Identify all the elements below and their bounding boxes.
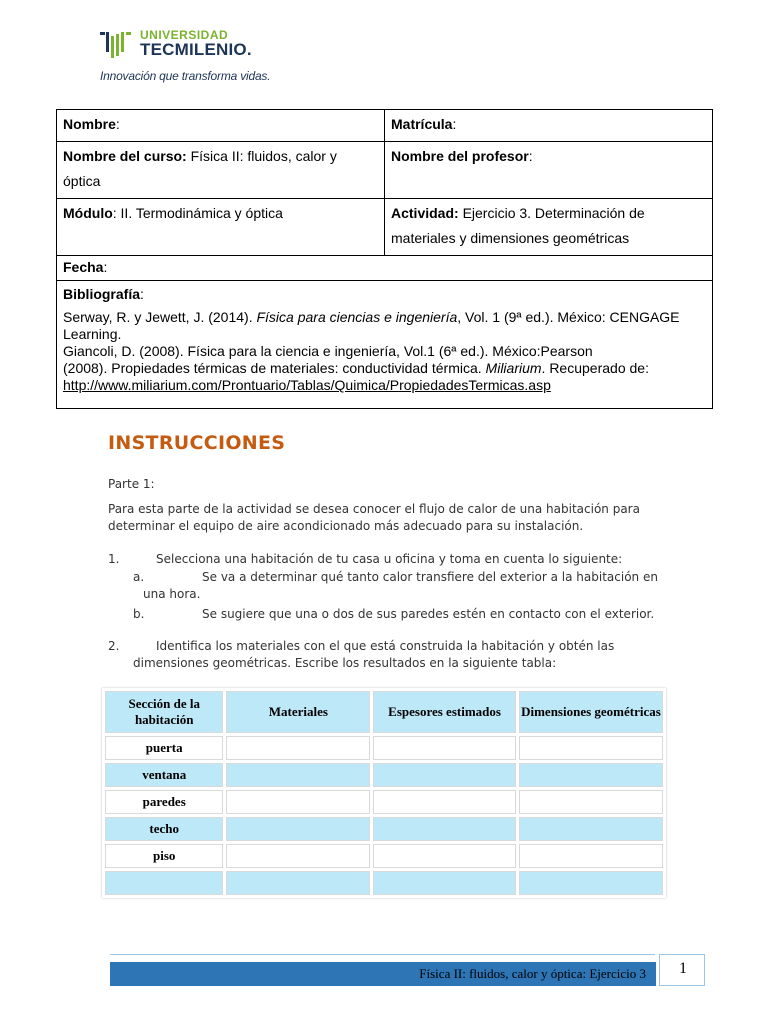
list-item-1b: b. Se sugiere que una o dos de sus paredes estén en contacto con el exterior. bbox=[133, 607, 655, 621]
table-cell-input[interactable] bbox=[519, 817, 663, 841]
fecha-label: Fecha bbox=[63, 259, 104, 275]
list-item-2: 2. Identifica los materiales con el que está construida la habitación y obtén las dimensiones geométricas. Escribe los resultados en la siguiente tabla: bbox=[108, 639, 615, 670]
actividad-label: Actividad: bbox=[391, 205, 459, 221]
table-cell-input[interactable] bbox=[226, 736, 370, 760]
table-cell-input[interactable] bbox=[226, 844, 370, 868]
row-label: puerta bbox=[105, 736, 223, 760]
footer-bar bbox=[110, 962, 656, 986]
row-label: techo bbox=[105, 817, 223, 841]
table-cell-input[interactable] bbox=[373, 844, 516, 868]
list-item-1: 1. Selecciona una habitación de tu casa u oficina y toma en cuenta lo siguiente: bbox=[108, 552, 623, 566]
row-label: piso bbox=[105, 844, 223, 868]
parte-heading: Parte 1: bbox=[108, 477, 155, 491]
table-cell-input[interactable] bbox=[226, 871, 370, 895]
nombre-cell[interactable]: Nombre: bbox=[57, 110, 385, 142]
curso-value: Física II: fluidos, calor y óptica bbox=[63, 148, 337, 189]
nombre-label: Nombre bbox=[63, 116, 116, 132]
profesor-label: Nombre del profesor bbox=[391, 148, 529, 164]
modulo-value: : II. Termodinámica y óptica bbox=[112, 205, 283, 221]
table-cell-input[interactable] bbox=[519, 763, 663, 787]
table-cell-input[interactable] bbox=[519, 790, 663, 814]
table-cell-input[interactable] bbox=[373, 817, 516, 841]
table-row bbox=[105, 763, 663, 787]
table-cell-input[interactable] bbox=[373, 736, 516, 760]
bibliografia-cell: Bibliografía: Serway, R. y Jewett, J. (2014). Física para ciencias e ingeniería, Vol. 1 (9ª ed.). México: CENGAGE Learning. Giancoli, D. (2008). Física para la ciencia e ingeniería, Vol.1 (6ª ed.). México:Pearson (2008). Propiedades térmicas de materiales: conductividad térmica. Miliarium. Recuperado de: http://www.miliarium.com/Prontuario/Tablas/Quimica/PropiedadesTermicas.asp bbox=[57, 281, 713, 409]
footer-divider bbox=[110, 954, 655, 955]
room-data-table bbox=[102, 688, 666, 898]
table-cell-input[interactable] bbox=[226, 790, 370, 814]
miliarium-link[interactable]: http://www.miliarium.com/Prontuario/Tablas/Quimica/PropiedadesTermicas.asp bbox=[63, 377, 551, 393]
modulo-cell bbox=[57, 199, 385, 256]
table-cell-input[interactable] bbox=[519, 844, 663, 868]
intro-paragraph: Para esta parte de la actividad se desea conocer el flujo de calor de una habitación para determinar el equipo de aire acondicionado más adecuado para su instalación. bbox=[108, 502, 640, 533]
table-cell-input[interactable] bbox=[373, 871, 516, 895]
footer-text: Física II: fluidos, calor y óptica: Ejercicio 3 bbox=[419, 966, 646, 981]
instructions-title: INSTRUCCIONES bbox=[108, 432, 286, 454]
table-cell-input[interactable] bbox=[519, 871, 663, 895]
actividad-value: Ejercicio 3. Determinación de materiales y dimensiones geométricas bbox=[391, 205, 645, 246]
header-espesores: Espesores estimados bbox=[373, 691, 516, 733]
list-item-1a: a. Se va a determinar qué tanto calor transfiere del exterior a la habitación en una hora. bbox=[133, 570, 658, 601]
matricula-cell[interactable]: Matrícula: bbox=[385, 110, 713, 142]
profesor-cell[interactable]: Nombre del profesor: bbox=[385, 142, 713, 199]
page-number-box bbox=[659, 954, 705, 986]
table-cell-input[interactable] bbox=[226, 817, 370, 841]
bib-entry-serway: Serway, R. y Jewett, J. (2014). Física para ciencias e ingeniería, Vol. 1 (9ª ed.). México: CENGAGE Learning. bbox=[63, 309, 680, 342]
student-info-table bbox=[56, 109, 713, 409]
curso-cell bbox=[57, 142, 385, 199]
row-label[interactable] bbox=[105, 871, 223, 895]
curso-label: Nombre del curso: bbox=[63, 148, 187, 164]
table-row bbox=[105, 844, 663, 868]
table-cell-input[interactable] bbox=[373, 790, 516, 814]
page-number: 1 bbox=[679, 960, 687, 977]
logo-tecmilenio-text: TECMILENIO. bbox=[140, 40, 252, 59]
table-row bbox=[105, 736, 663, 760]
table-cell-input[interactable] bbox=[226, 763, 370, 787]
header-seccion: Sección de la habitación bbox=[105, 691, 223, 733]
table-row bbox=[105, 871, 663, 895]
row-label: paredes bbox=[105, 790, 223, 814]
table-row bbox=[105, 790, 663, 814]
logo-universidad-text: UNIVERSIDAD bbox=[140, 28, 229, 42]
bib-entry-giancoli: Giancoli, D. (2008). Física para la ciencia e ingeniería, Vol.1 (6ª ed.). México:Pearson bbox=[63, 343, 593, 359]
modulo-label: Módulo bbox=[63, 205, 113, 221]
fecha-cell[interactable]: Fecha: bbox=[57, 256, 713, 281]
tecmilenio-logo-icon bbox=[100, 30, 132, 60]
table-cell-input[interactable] bbox=[519, 736, 663, 760]
table-header-row bbox=[105, 691, 663, 733]
header-materiales: Materiales bbox=[226, 691, 370, 733]
university-logo bbox=[100, 28, 290, 84]
bibliografia-label: Bibliografía bbox=[63, 286, 141, 302]
bib-entry-miliarium: (2008). Propiedades térmicas de materiales: conductividad térmica. Miliarium. Recuperado de: http://www.miliarium.com/Prontuario/Tablas/Quimica/PropiedadesTermicas.asp bbox=[63, 360, 649, 393]
matricula-label: Matrícula bbox=[391, 116, 453, 132]
logo-tagline: Innovación que transforma vidas. bbox=[100, 69, 271, 83]
table-row bbox=[105, 817, 663, 841]
row-label: ventana bbox=[105, 763, 223, 787]
table-cell-input[interactable] bbox=[373, 763, 516, 787]
header-dimensiones: Dimensiones geométricas bbox=[519, 691, 663, 733]
actividad-cell bbox=[385, 199, 713, 256]
